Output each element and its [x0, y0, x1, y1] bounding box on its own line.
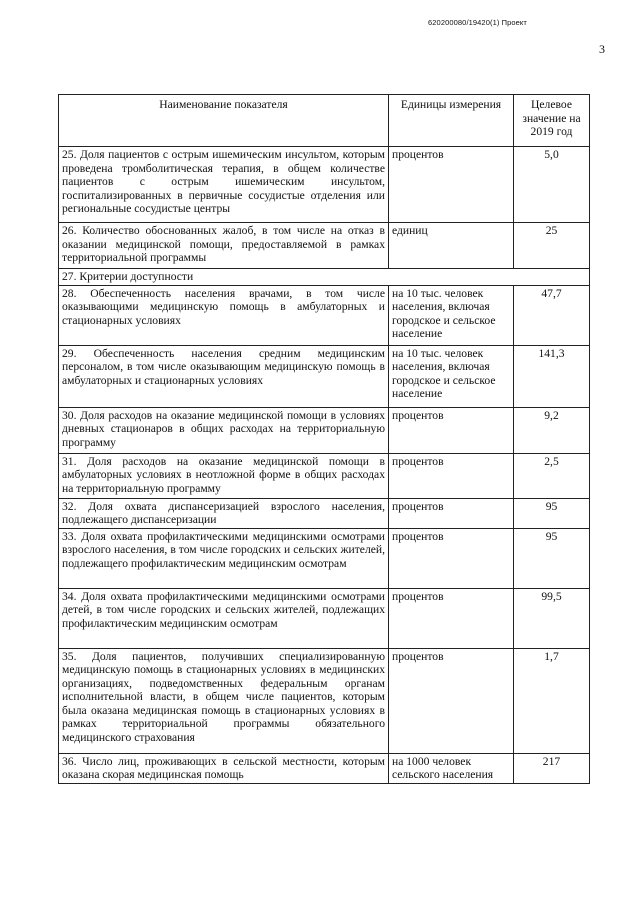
indicators-table: [58, 94, 590, 784]
table-row: [59, 223, 590, 269]
indicator-name: 25. Доля пациентов с острым ишемическим инсультом, которым проведена тромболитическая терапия, в общем количестве пациентов с острым ишемическим инсультом, госпитализированных в первичные сосудистые отделения или региональные сосудистые центры: [59, 147, 389, 223]
indicator-unit: на 10 тыс. человек населения, включая городское и сельское население: [389, 345, 514, 407]
indicator-value: 99,5: [514, 588, 590, 648]
indicator-value: 95: [514, 498, 590, 528]
table-row: [59, 498, 590, 528]
indicator-name: 29. Обеспеченность населения средним медицинским персоналом, в том числе оказывающим медицинскую помощь в амбулаторных и стационарных условиях: [59, 345, 389, 407]
indicator-value: 25: [514, 223, 590, 269]
indicator-value: 9,2: [514, 407, 590, 453]
column-header-value: Целевое значение на 2019 год: [514, 95, 590, 147]
indicator-unit: на 10 тыс. человек населения, включая городское и сельское население: [389, 285, 514, 345]
indicator-name: 36. Число лиц, проживающих в сельской местности, которым оказана скорая медицинская помощь: [59, 753, 389, 783]
table-row: [59, 345, 590, 407]
indicator-name: 26. Количество обоснованных жалоб, в том числе на отказ в оказании медицинской помощи, предоставляемой в рамках территориальной программы: [59, 223, 389, 269]
indicator-unit: процентов: [389, 453, 514, 498]
indicator-name: 30. Доля расходов на оказание медицинской помощи в условиях дневных стационаров в общих расходах на территориальную программу: [59, 407, 389, 453]
indicator-name: 35. Доля пациентов, получивших специализированную медицинскую помощь в стационарных условиях в медицинских организациях, подведомственных федеральным органам исполнительной власти, в общем числе пациентов, которым была оказана медицинская помощь в стационарных условиях в рамках территориальной программы обязательного медицинского страхования: [59, 648, 389, 753]
document-code: 620200080/19420(1) Проект: [428, 18, 527, 27]
indicator-name: 32. Доля охвата диспансеризацией взрослого населения, подлежащего диспансеризации: [59, 498, 389, 528]
column-header-unit: Единицы измерения: [389, 95, 514, 147]
table-row: [59, 648, 590, 753]
indicator-value: 217: [514, 753, 590, 783]
indicator-unit: процентов: [389, 147, 514, 223]
table-row: [59, 588, 590, 648]
indicator-value: 5,0: [514, 147, 590, 223]
table-row: [59, 453, 590, 498]
indicator-unit: процентов: [389, 498, 514, 528]
indicator-name: 31. Доля расходов на оказание медицинской помощи в амбулаторных условиях в неотложной форме в общих расходах на территориальную программу: [59, 453, 389, 498]
section-heading: 27. Критерии доступности: [59, 269, 590, 286]
indicator-name: 34. Доля охвата профилактическими медицинскими осмотрами детей, в том числе городских и сельских жителей, подлежащих профилактическим медицинским осмотрам: [59, 588, 389, 648]
indicator-name: 28. Обеспеченность населения врачами, в том числе оказывающими медицинскую помощь в амбулаторных и стационарных условиях: [59, 285, 389, 345]
indicator-unit: единиц: [389, 223, 514, 269]
table-row: [59, 147, 590, 223]
indicator-unit: процентов: [389, 648, 514, 753]
table-header-row: [59, 95, 590, 147]
table-row: [59, 753, 590, 783]
indicator-value: 47,7: [514, 285, 590, 345]
indicator-value: 1,7: [514, 648, 590, 753]
indicator-unit: процентов: [389, 407, 514, 453]
indicator-value: 95: [514, 528, 590, 588]
indicator-name: 33. Доля охвата профилактическими медицинскими осмотрами взрослого населения, в том числе городских и сельских жителей, подлежащего профилактическим медицинским осмотрам: [59, 528, 389, 588]
page-number: 3: [599, 42, 605, 56]
table-row: [59, 407, 590, 453]
table-row: [59, 528, 590, 588]
table-section-row: [59, 269, 590, 286]
indicator-value: 141,3: [514, 345, 590, 407]
indicator-value: 2,5: [514, 453, 590, 498]
indicator-unit: процентов: [389, 588, 514, 648]
column-header-name: Наименование показателя: [59, 95, 389, 147]
indicator-unit: на 1000 человек сельского населения: [389, 753, 514, 783]
table-row: [59, 285, 590, 345]
indicator-unit: процентов: [389, 528, 514, 588]
